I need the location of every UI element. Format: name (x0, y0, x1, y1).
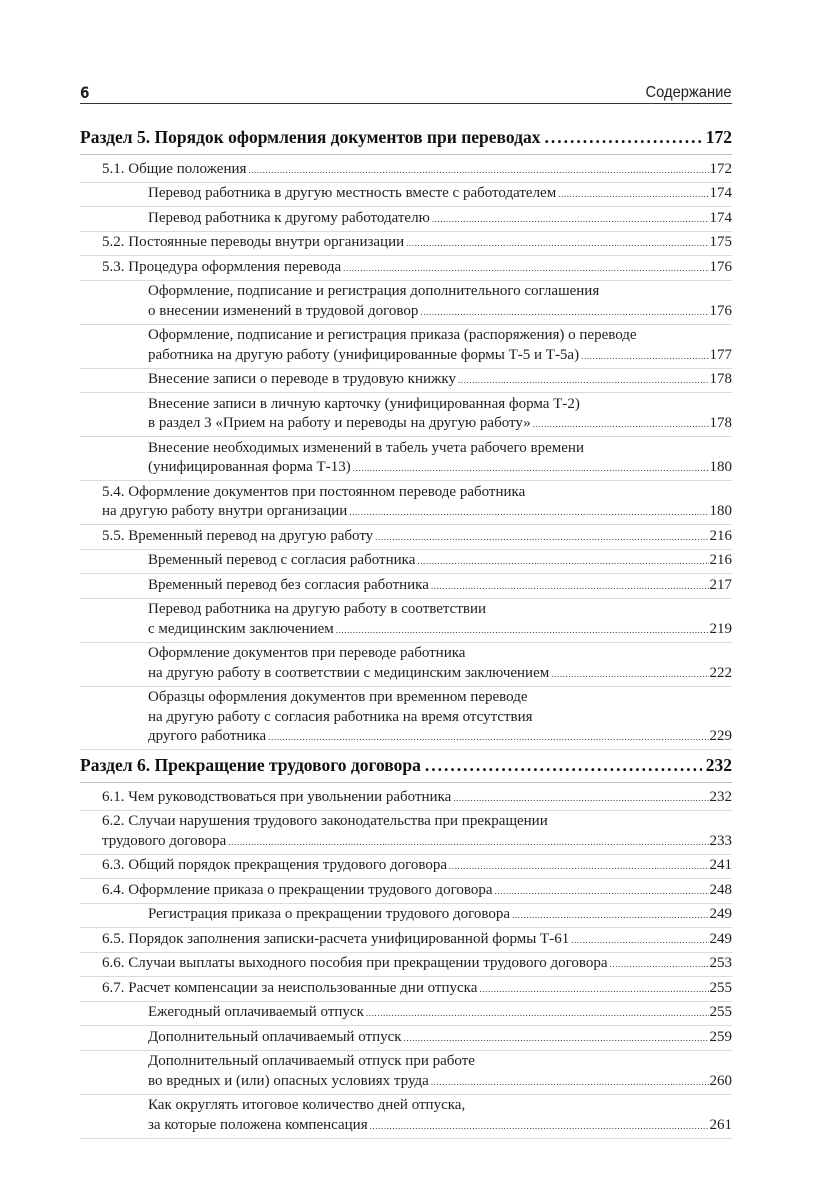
dot-leader (571, 931, 708, 951)
dot-leader (449, 857, 709, 877)
entry-page-number: 232 (709, 788, 732, 805)
entry-page-number: 222 (709, 664, 732, 681)
toc-topic-entry[interactable] (80, 369, 732, 394)
entry-page-number: 229 (709, 728, 732, 744)
dot-leader (406, 234, 708, 254)
entry-text-line: 6.5. Порядок заполнения записки-расчета унифицированной формы Т-61 (102, 930, 570, 947)
entry-text-line: Образцы оформления документов при временном переводе (148, 689, 528, 705)
entry-last-line (148, 370, 732, 391)
page-number: 6 (80, 83, 90, 102)
entry-last-line (148, 414, 732, 435)
entry-text-line: Оформление, подписание и регистрация дополнительного соглашения (148, 283, 600, 299)
toc-topic-entry[interactable] (80, 207, 732, 232)
entry-last-line (148, 905, 732, 926)
dot-leader (494, 882, 708, 902)
entry-page-number: 177 (709, 346, 732, 363)
dot-leader (431, 1073, 709, 1093)
entry-last-line (148, 576, 732, 597)
dot-leader (353, 459, 709, 479)
entry-page-number: 217 (709, 576, 732, 593)
toc-topic-entry[interactable] (80, 1026, 732, 1051)
toc-topic-entry[interactable] (80, 183, 732, 208)
entry-last-line (148, 302, 732, 323)
entry-page-number: 248 (709, 881, 732, 898)
dot-leader (479, 980, 708, 1000)
entry-last-line (148, 664, 732, 685)
dot-leader (453, 789, 708, 809)
toc-topic-entry[interactable] (80, 437, 732, 481)
entry-text-line: трудового договора (102, 832, 227, 849)
entry-page-number: 219 (709, 620, 732, 637)
entry-page-number: 255 (709, 1004, 732, 1020)
entry-page-number: 172 (709, 160, 732, 177)
entry-text-line: о внесении изменений в трудовой договор (148, 302, 419, 319)
entry-text-line: 5.4. Оформление документов при постоянном переводе работника (102, 483, 526, 500)
section-heading[interactable] (80, 122, 732, 155)
entry-text-line: 5.5. Временный перевод на другую работу (102, 527, 374, 544)
toc-subsection-entry[interactable] (80, 953, 732, 978)
toc-topic-entry[interactable] (80, 687, 732, 751)
toc-topic-entry[interactable] (80, 1095, 732, 1139)
entry-last-line (148, 458, 732, 479)
dot-leader (558, 185, 708, 205)
dot-leader (404, 1029, 709, 1049)
dot-leader (343, 259, 708, 279)
entry-page-number: 176 (709, 258, 732, 275)
entry-last-line (102, 856, 732, 877)
entry-page-number: 241 (709, 857, 732, 873)
entry-last-line (148, 1072, 732, 1093)
entry-last-line (102, 954, 732, 975)
entry-last-line (148, 184, 732, 205)
entry-page-number: 180 (709, 459, 732, 475)
toc-topic-entry[interactable] (80, 1051, 732, 1095)
entry-text-line: Ежегодный оплачиваемый отпуск (148, 1004, 364, 1020)
entry-page-number: 249 (709, 930, 732, 947)
entry-text-line: Временный перевод без согласия работника (148, 576, 429, 593)
entry-last-line (102, 788, 732, 809)
dot-leader (228, 833, 708, 853)
toc-topic-entry[interactable] (80, 599, 732, 643)
entry-last-line (148, 209, 732, 230)
toc-subsection-entry[interactable] (80, 977, 732, 1002)
entry-page-number: 176 (709, 302, 732, 319)
entry-last-line (102, 258, 732, 279)
entry-text-line: Внесение записи в личную карточку (унифицированная форма Т-2) (148, 395, 580, 412)
dot-leader (425, 754, 702, 776)
dot-leader (248, 161, 708, 181)
dot-leader (431, 577, 709, 597)
entry-last-line (102, 233, 732, 254)
entry-text-line: 6.6. Случаи выплаты выходного пособия при прекращении трудового договора (102, 955, 608, 971)
entry-text-line: Как округлять итоговое количество дней отпуска, (148, 1097, 466, 1113)
entry-last-line (148, 1003, 732, 1024)
entry-text-line: на другую работу в соответствии с медицинским заключением (148, 664, 550, 681)
dot-leader (375, 528, 708, 548)
toc-topic-entry[interactable] (80, 643, 732, 687)
entry-text-line: Перевод работника в другую местность вместе с работодателем (148, 185, 557, 201)
dot-leader (512, 906, 708, 926)
toc-subsection-entry[interactable] (80, 811, 732, 855)
dot-leader (420, 303, 708, 323)
dot-leader (544, 126, 701, 148)
toc-topic-entry[interactable] (80, 550, 732, 575)
entry-page-number: 260 (709, 1072, 732, 1089)
toc-subsection-entry[interactable] (80, 786, 732, 811)
entry-text-line: Перевод работника к другому работодателю (148, 209, 430, 226)
entry-page-number: 216 (709, 552, 732, 568)
entry-text-line: Внесение записи о переводе в трудовую книжку (148, 371, 456, 387)
running-head (80, 80, 732, 104)
entry-text-line: работника на другую работу (унифицированные формы Т-5 и Т-5а) (148, 346, 580, 363)
dot-leader (366, 1004, 709, 1024)
entry-text-line: на другую работу внутри организации (102, 503, 348, 519)
entry-text-line: 6.1. Чем руководствоваться при увольнении работника (102, 788, 452, 805)
entry-text-line: 5.2. Постоянные переводы внутри организации (102, 234, 405, 250)
dot-leader (581, 347, 708, 367)
entry-text-line: Перевод работника на другую работу в соответствии (148, 601, 487, 617)
entry-last-line (102, 160, 732, 181)
entry-last-line (148, 727, 732, 748)
entry-text-line: за которые положена компенсация (148, 1116, 368, 1133)
entry-last-line (102, 930, 732, 951)
running-title: Содержание (645, 84, 732, 101)
dot-leader (349, 503, 708, 523)
entry-page-number: 175 (709, 234, 732, 250)
section-title: Раздел 5. Порядок оформления документов при переводах (80, 127, 541, 147)
toc-subsection-entry[interactable] (80, 928, 732, 953)
entry-last-line (102, 502, 732, 523)
toc-topic-entry[interactable] (80, 904, 732, 929)
entry-last-line (148, 1028, 732, 1049)
entry-last-line (102, 881, 732, 902)
toc-subsection-entry[interactable] (80, 879, 732, 904)
entry-text-line: 5.1. Общие положения (102, 160, 247, 177)
dot-leader (336, 621, 709, 641)
entry-text-line: Временный перевод с согласия работника (148, 552, 416, 568)
section-heading[interactable] (80, 750, 732, 783)
entry-text-line: на другую работу с согласия работника на время отсутствия (148, 708, 533, 725)
entry-page-number: 178 (709, 415, 732, 431)
toc-subsection-entry[interactable] (80, 855, 732, 880)
toc-subsection-entry[interactable] (80, 525, 732, 550)
section-page-number: 172 (705, 127, 732, 147)
entry-last-line (148, 620, 732, 641)
table-of-contents (80, 122, 732, 1139)
entry-page-number: 174 (709, 209, 732, 226)
entry-last-line (102, 832, 732, 853)
entry-last-line (148, 551, 732, 572)
entry-text-line: 5.3. Процедура оформления перевода (102, 258, 342, 275)
document-page (80, 80, 732, 1139)
dot-leader (417, 552, 708, 572)
toc-subsection-entry[interactable] (80, 481, 732, 525)
entry-text-line: Оформление документов при переводе работника (148, 645, 466, 661)
entry-text-line: Регистрация приказа о прекращении трудового договора (148, 906, 511, 922)
toc-subsection-entry[interactable] (80, 232, 732, 257)
entry-text-line: 6.7. Расчет компенсации за неиспользованные дни отпуска (102, 979, 478, 996)
toc-topic-entry[interactable] (80, 393, 732, 437)
entry-page-number: 174 (709, 185, 732, 201)
section-title: Раздел 6. Прекращение трудового договора (80, 755, 421, 775)
entry-text-line: (унифицированная форма Т-13) (148, 459, 351, 475)
entry-text-line: другого работника (148, 728, 267, 744)
entry-text-line: Внесение необходимых изменений в табель учета рабочего времени (148, 439, 584, 456)
toc-topic-entry[interactable] (80, 574, 732, 599)
dot-leader (610, 955, 709, 975)
dot-leader (551, 665, 708, 685)
entry-text-line: Дополнительный оплачиваемый отпуск при работе (148, 1053, 475, 1069)
entry-text-line: 6.4. Оформление приказа о прекращении трудового договора (102, 881, 493, 898)
toc-subsection-entry[interactable] (80, 256, 732, 281)
dot-leader (432, 210, 709, 230)
entry-text-line: в раздел 3 «Прием на работу и переводы на другую работу» (148, 415, 531, 431)
dot-leader (268, 728, 708, 748)
entry-page-number: 216 (709, 527, 732, 544)
dot-leader (533, 415, 709, 435)
entry-text-line: во вредных и (или) опасных условиях труда (148, 1072, 429, 1089)
entry-page-number: 178 (709, 371, 732, 387)
entry-last-line (148, 346, 732, 367)
entry-last-line (102, 979, 732, 1000)
entry-page-number: 259 (709, 1028, 732, 1045)
toc-topic-entry[interactable] (80, 281, 732, 325)
entry-page-number: 249 (709, 906, 732, 922)
toc-topic-entry[interactable] (80, 1002, 732, 1027)
entry-text-line: Оформление, подписание и регистрация приказа (распоряжения) о переводе (148, 327, 637, 343)
entry-text-line: 6.3. Общий порядок прекращения трудового договора (102, 857, 447, 873)
entry-text-line: с медицинским заключением (148, 620, 334, 637)
entry-page-number: 233 (709, 832, 732, 849)
toc-topic-entry[interactable] (80, 325, 732, 369)
entry-page-number: 253 (709, 955, 732, 971)
dot-leader (458, 371, 709, 391)
entry-page-number: 261 (709, 1116, 732, 1133)
entry-text-line: Дополнительный оплачиваемый отпуск (148, 1028, 402, 1045)
toc-subsection-entry[interactable] (80, 158, 732, 183)
entry-last-line (148, 1116, 732, 1137)
entry-page-number: 180 (709, 503, 732, 519)
entry-text-line: 6.2. Случаи нарушения трудового законодательства при прекращении (102, 813, 548, 829)
entry-last-line (102, 527, 732, 548)
section-page-number: 232 (705, 755, 732, 775)
dot-leader (370, 1117, 709, 1137)
entry-page-number: 255 (709, 979, 732, 996)
